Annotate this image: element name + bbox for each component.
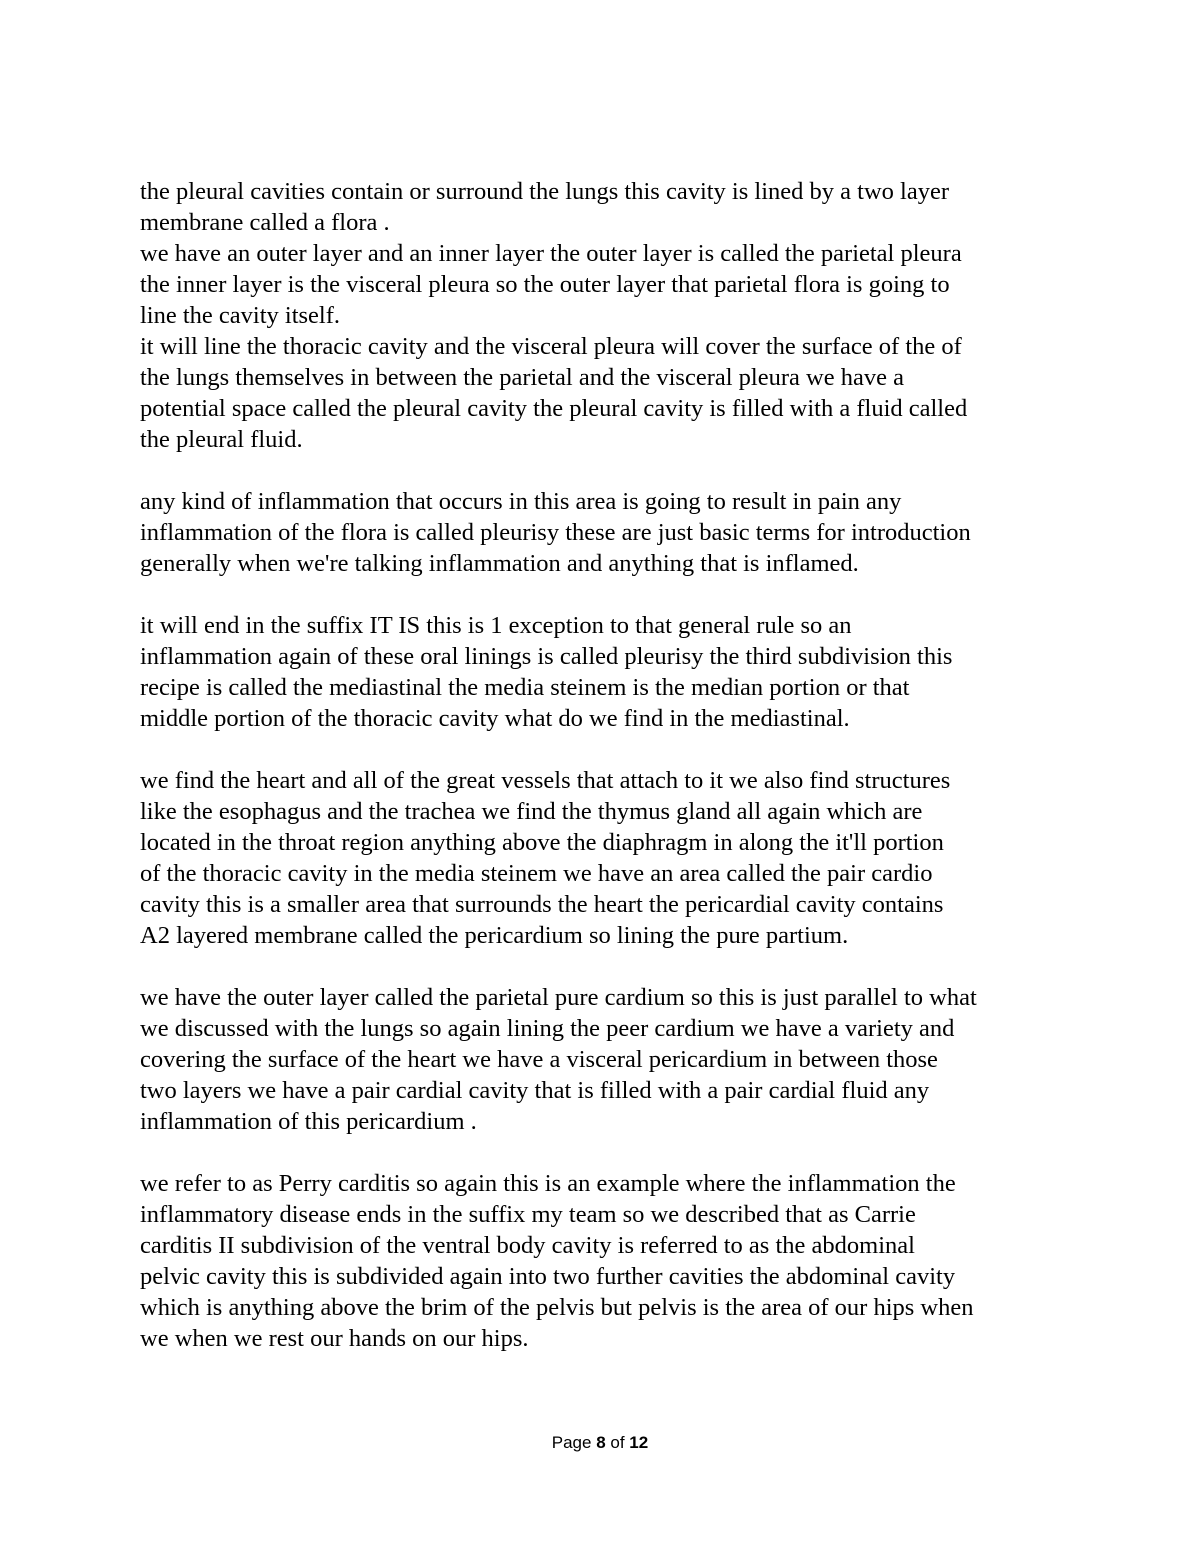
text-line: we discussed with the lungs so again lining the peer cardium we have a variety and bbox=[140, 1015, 955, 1042]
paragraph-mediastinum bbox=[140, 765, 1060, 951]
text-line: any kind of inflammation that occurs in this area is going to result in pain any bbox=[140, 488, 902, 515]
text-line: like the esophagus and the trachea we find the thymus gland all again which are bbox=[140, 798, 923, 825]
text-line: we find the heart and all of the great vessels that attach to it we also find structures bbox=[140, 767, 951, 794]
text-line: it will end in the suffix IT IS this is 1 exception to that general rule so an bbox=[140, 612, 852, 639]
text-line: pelvic cavity this is subdivided again into two further cavities the abdominal cavity bbox=[140, 1263, 956, 1290]
text-line: inflammation again of these oral linings is called pleurisy the third subdivision this bbox=[140, 643, 953, 670]
paragraph-pericardium bbox=[140, 982, 1060, 1137]
page-of-label: of bbox=[605, 1433, 630, 1452]
text-line: inflammation of the flora is called pleurisy these are just basic terms for introduction bbox=[140, 519, 971, 546]
paragraph-abdominal-pelvic bbox=[140, 1168, 1060, 1354]
text-line: recipe is called the mediastinal the media steinem is the median portion or that bbox=[140, 674, 910, 701]
paragraph-inflammation bbox=[140, 486, 1060, 579]
text-line: the inner layer is the visceral pleura so the outer layer that parietal flora is going to bbox=[140, 271, 950, 298]
text-line: inflammation of this pericardium . bbox=[140, 1108, 477, 1135]
text-line: cavity this is a smaller area that surrounds the heart the pericardial cavity contains bbox=[140, 891, 944, 918]
text-line: we when we rest our hands on our hips. bbox=[140, 1325, 529, 1352]
page-current: 8 bbox=[596, 1433, 606, 1452]
page-label: Page bbox=[551, 1433, 597, 1452]
text-line: of the thoracic cavity in the media steinem we have an area called the pair cardio bbox=[140, 860, 933, 887]
text-line: middle portion of the thoracic cavity what do we find in the mediastinal. bbox=[140, 705, 850, 732]
text-line: the pleural cavities contain or surround the lungs this cavity is lined by a two layer bbox=[140, 178, 949, 205]
paragraph-pleural-cavities bbox=[140, 176, 1060, 455]
text-line: A2 layered membrane called the pericardium so lining the pure partium. bbox=[140, 922, 849, 949]
text-line: we have an outer layer and an inner layer the outer layer is called the parietal pleura bbox=[140, 240, 962, 267]
text-line: which is anything above the brim of the pelvis but pelvis is the area of our hips when bbox=[140, 1294, 974, 1321]
paragraph-suffix-exception bbox=[140, 610, 1060, 734]
text-line: carditis II subdivision of the ventral body cavity is referred to as the abdominal bbox=[140, 1232, 915, 1259]
text-line: generally when we're talking inflammation and anything that is inflamed. bbox=[140, 550, 859, 577]
page-total: 12 bbox=[629, 1433, 649, 1452]
text-line: inflammatory disease ends in the suffix my team so we described that as Carrie bbox=[140, 1201, 916, 1228]
text-line: membrane called a flora . bbox=[140, 209, 390, 236]
text-line: the lungs themselves in between the parietal and the visceral pleura we have a bbox=[140, 364, 904, 391]
document-body bbox=[140, 176, 1060, 1354]
text-line: we have the outer layer called the parietal pure cardium so this is just parallel to what bbox=[140, 984, 977, 1011]
page-number-footer bbox=[0, 1433, 1200, 1453]
text-line: two layers we have a pair cardial cavity that is filled with a pair cardial fluid any bbox=[140, 1077, 930, 1104]
text-line: it will line the thoracic cavity and the visceral pleura will cover the surface of the of bbox=[140, 333, 962, 360]
text-line: line the cavity itself. bbox=[140, 302, 341, 329]
text-line: we refer to as Perry carditis so again this is an example where the inflammation the bbox=[140, 1170, 956, 1197]
text-line: the pleural fluid. bbox=[140, 426, 303, 453]
text-line: located in the throat region anything above the diaphragm in along the it'll portion bbox=[140, 829, 944, 856]
text-line: potential space called the pleural cavity the pleural cavity is filled with a fluid called bbox=[140, 395, 968, 422]
text-line: covering the surface of the heart we have a visceral pericardium in between those bbox=[140, 1046, 938, 1073]
